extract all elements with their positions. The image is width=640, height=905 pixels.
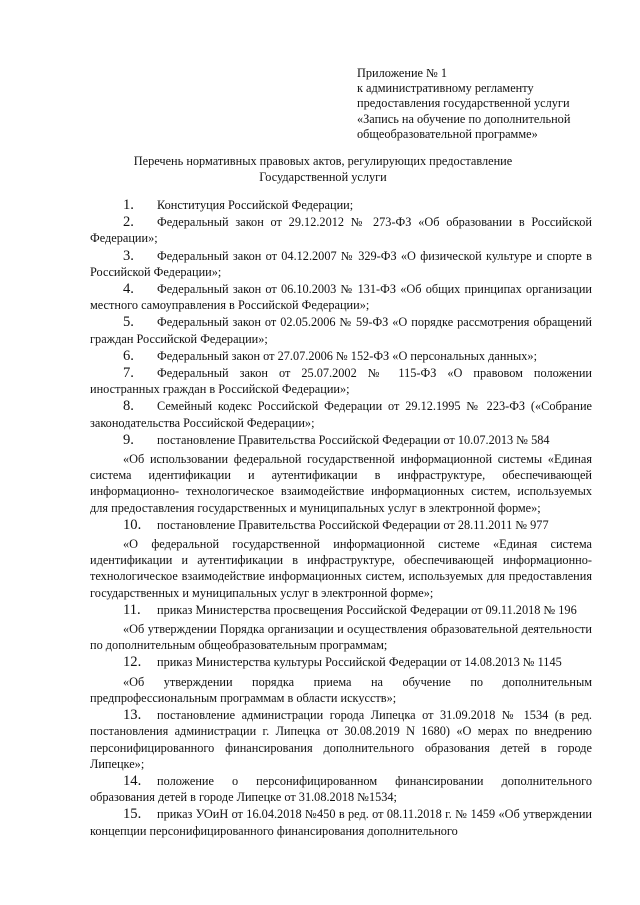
list-item [90, 806, 592, 838]
item-number: 12. [123, 654, 142, 671]
item-continuation: «Об утверждении порядка приема на обучение по дополнительным предпрофессиональным программам в области искусств»; [90, 674, 592, 705]
item-number: 5. [123, 314, 134, 331]
item-text: Федеральный закон от 27.07.2006 № 152-ФЗ «О персональных данных»; [157, 348, 537, 363]
item-number: 13. [123, 707, 142, 724]
document-title [80, 154, 566, 185]
item-text: Конституция Российской Федерации; [157, 198, 354, 212]
list-item [90, 654, 592, 670]
item-number: 11. [123, 601, 141, 618]
item-text: постановление Правительства Российской Федерации от 28.11.2011 № 977 [157, 517, 549, 532]
item-number: 3. [123, 247, 134, 264]
list-item [90, 398, 592, 430]
item-number: 15. [123, 806, 142, 823]
list-item [90, 517, 592, 533]
item-text: приказ Министерства культуры Российской Федерации от 14.08.2013 № 1145 [157, 655, 562, 670]
title-line-2: Государственной услуги [259, 169, 387, 184]
item-text: приказ УОиН от 16.04.2018 №450 в ред. от 08.11.2018 г. № 1459 «Об утверждении концепции персонифицированного финансирования дополнительного [90, 807, 592, 838]
list-item [90, 707, 592, 772]
list-item [90, 348, 592, 364]
appendix-line-2: к административному регламенту [357, 81, 534, 96]
legal-acts-list [90, 197, 592, 840]
list-item [90, 365, 592, 397]
list-item [90, 314, 592, 346]
item-text: Федеральный закон от 02.05.2006 № 59-ФЗ «О порядке рассмотрения обращений граждан Российской Федерации»; [90, 315, 592, 346]
item-text: Федеральный закон от 29.12.2012 № 273-ФЗ «Об образовании в Российской Федерации»; [90, 215, 592, 246]
item-number: 1. [123, 197, 134, 213]
item-text: Федеральный закон от 06.10.2003 № 131-ФЗ «Об общих принципах организации местного самоуправления в Российской Федерации»; [90, 282, 592, 313]
appendix-line-1: Приложение № 1 [357, 66, 448, 80]
appendix-block [357, 66, 617, 142]
appendix-line-4: «Запись на обучение по дополнительной [357, 111, 571, 126]
item-text: постановление Правительства Российской Федерации от 10.07.2013 № 584 [157, 432, 550, 447]
list-item [90, 214, 592, 246]
item-number: 4. [123, 281, 134, 298]
item-text: постановление администрации города Липецка от 31.09.2018 № 1534 (в ред. постановления администрации г. Липецка от 30.08.2019 N 1680) «О мерах по внедрению персонифицированного финансирования дополнительного образования детей в городе Липецке»; [90, 708, 592, 771]
list-item [90, 602, 592, 618]
item-number: 2. [123, 214, 134, 231]
item-number: 14. [123, 772, 142, 789]
list-item [90, 197, 592, 213]
item-text: положение о персонифицированном финансировании дополнительного образования детей в городе Липецке от 31.08.2018 №1534; [90, 773, 592, 805]
item-text: приказ Министерства просвещения Российской Федерации от 09.11.2018 № 196 [157, 602, 577, 617]
appendix-line-3: предоставления государственной услуги [357, 96, 570, 111]
list-item [90, 432, 592, 448]
item-number: 9. [123, 431, 134, 448]
item-continuation: «Об использовании федеральной государственной информационной системы «Единая система идентификации и аутентификации в инфраструктуре, обеспечивающей информационно- технологическое взаимодействие информационных систем, используемых для предоставления государственных и муниципальных услуг в электронной форме»; [90, 452, 592, 515]
list-item [90, 281, 592, 313]
item-number: 6. [123, 347, 134, 364]
list-item [90, 248, 592, 280]
item-number: 10. [123, 516, 142, 533]
item-text: Федеральный закон от 04.12.2007 № 329-ФЗ «О физической культуре и спорте в Российской Федерации»; [90, 248, 592, 279]
item-number: 7. [123, 365, 134, 382]
item-continuation: «Об утверждении Порядка организации и осуществления образовательной деятельности по дополнительным общеобразовательным программам; [90, 622, 592, 653]
title-line-1: Перечень нормативных правовых актов, регулирующих предоставление [133, 154, 513, 168]
appendix-line-5: общеобразовательной программе» [357, 126, 538, 141]
list-item [90, 773, 592, 805]
item-text: Федеральный закон от 25.07.2002 № 115-ФЗ «О правовом положении иностранных граждан в Российской Федерации»; [90, 366, 592, 397]
item-continuation: «О федеральной государственной информационной системе «Единая система идентификации и аутентификации в инфраструктуре, обеспечивающей информационно-технологическое взаимодействие информационных систем, используемых для предоставления государственных и муниципальных услуг в электронной форме»; [90, 537, 592, 600]
item-number: 8. [123, 398, 134, 415]
item-text: Семейный кодекс Российской Федерации от 29.12.1995 № 223-ФЗ («Собрание законодательства Российской Федерации»; [90, 399, 592, 430]
